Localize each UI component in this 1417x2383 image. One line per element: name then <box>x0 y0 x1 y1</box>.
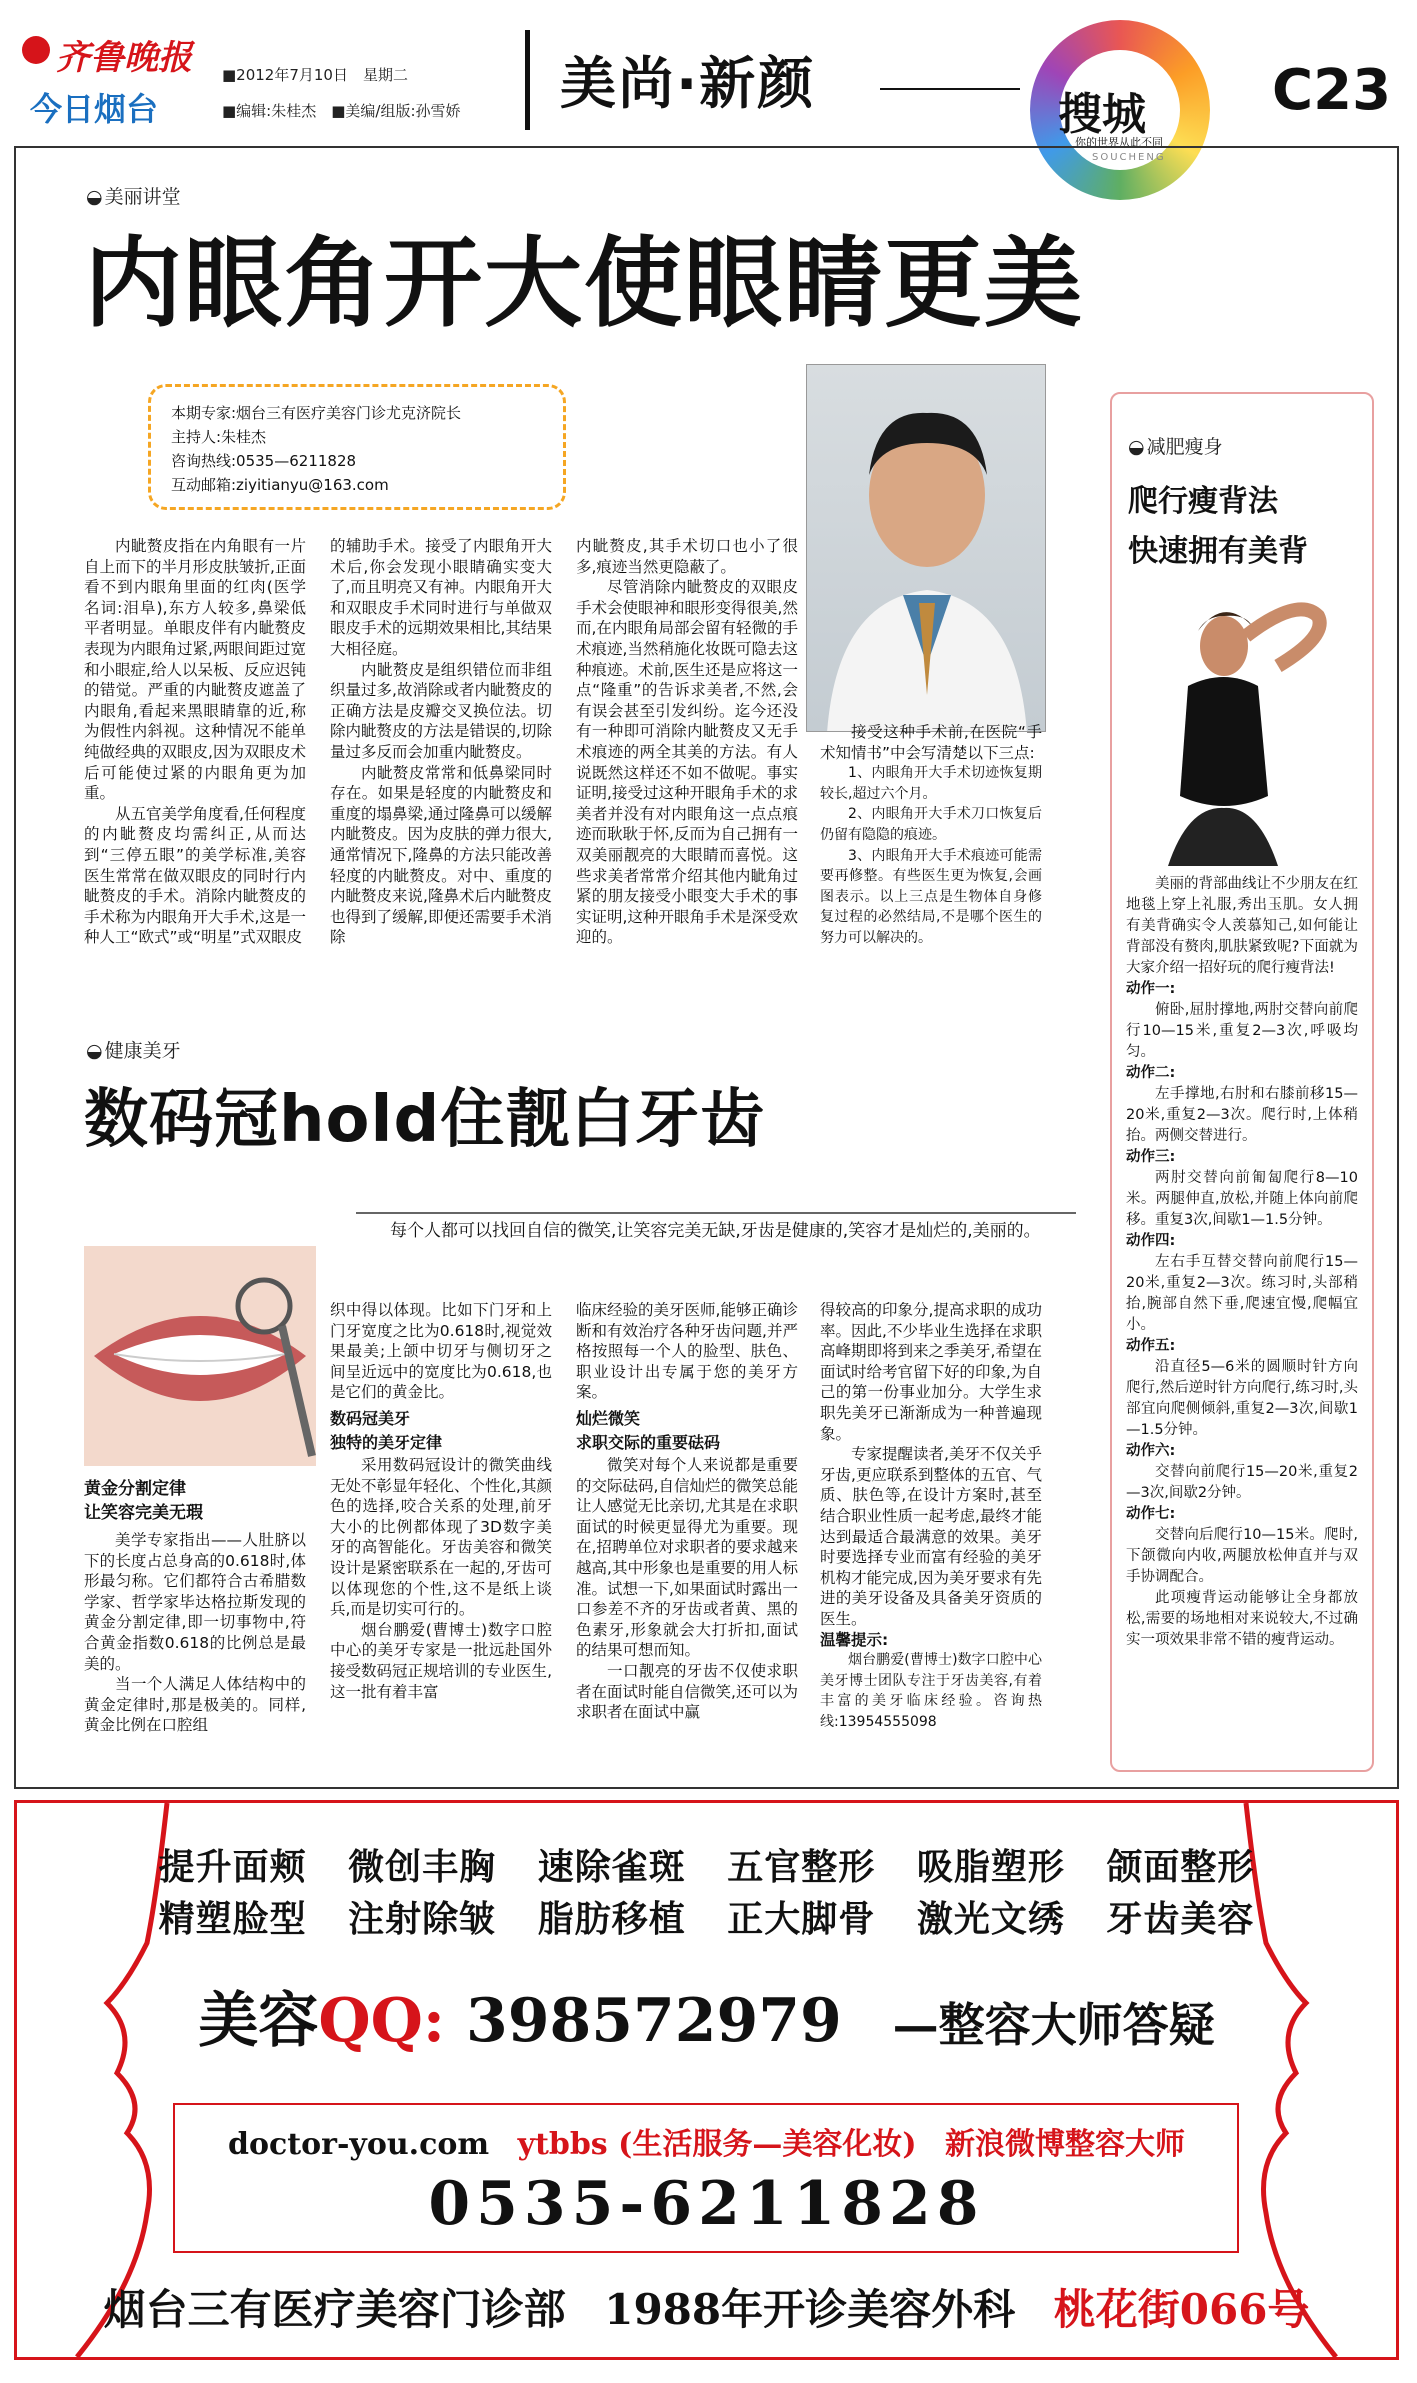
paragraph: 织中得以体现。比如下门牙和上门牙宽度之比为0.618时,视觉效果最美;上颌中切牙与侧切牙之间呈近远中的宽度比为0.618,也是它们的黄金比。 <box>330 1301 552 1402</box>
host-line: 主持人:朱桂杰 <box>171 428 267 446</box>
paragraph: 从五官美学角度看,任何程度的内眦赘皮均需纠正,从而达到“三停五眼”的美学标准,美容医生常常在做双眼皮的同时行内眦赘皮的手术。消除内眦赘皮的手术称为内眼角开大手术,这是一种人工“欧式”或“明星”式双眼皮 <box>84 804 306 947</box>
step-label: 动作六: <box>1126 1443 1176 1459</box>
page-number: C23 <box>1272 58 1392 123</box>
step-label: 动作五: <box>1126 1338 1176 1354</box>
ad-box <box>14 1800 1399 2360</box>
brand-slogan: 你的世界从此不同 <box>1075 136 1163 149</box>
paper-name: 齐鲁晚报 <box>56 38 192 78</box>
article2-title: 数码冠hold住靓白牙齿 <box>84 1083 766 1157</box>
paragraph: 美学专家指出——人肚脐以下的长度占总身高的0.618时,体形最匀称。它们都符合古希腊数学家、哲学家毕达格拉斯发现的黄金分割定律,即一切事物中,符合黄金指数0.618的比例总是最美的。 <box>84 1531 306 1673</box>
ytbbs: ytbbs (生活服务—美容化妆) <box>517 2127 917 2162</box>
paper-logo-icon <box>22 36 50 64</box>
doctor-photo <box>806 364 1046 732</box>
paragraph: 美丽的背部曲线让不少朋友在红地毯上穿上礼服,秀出玉肌。女人拥有美背确实令人羡慕知己,如何能让背部没有赘肉,肌肤紧致呢?下面就为大家介绍一招好玩的爬行瘦背法! <box>1126 876 1358 976</box>
clinic-line <box>17 2277 1396 2337</box>
clinic-address: 桃花街066号 <box>1053 2285 1310 2334</box>
edition-label: 今日烟台 <box>30 90 159 128</box>
qq-number: 398572979 <box>465 1986 842 2056</box>
editors-line: ■编辑:朱桂杰 ■美编/组版:孙雪娇 <box>222 102 461 120</box>
service-item: 五官整形 <box>727 1846 876 1888</box>
hotline-line: 咨询热线:0535—6211828 <box>171 452 357 470</box>
article1-col4 <box>820 722 1042 949</box>
paragraph: 的辅助手术。接受了内眼角开大术后,你会发现小眼睛确实变大了,而且明亮又有神。内眼角开大和双眼皮手术同时进行与单做双眼皮手术的远期效果相比,其结果大相径庭。 <box>330 537 552 658</box>
dancer-photo <box>1128 576 1358 866</box>
paragraph: 专家提醒读者,美牙不仅关乎牙齿,更应联系到整体的五官、气质、肤色等,在设计方案时,甚至结合职业性质一起考虑,最终才能达到最适合最满意的效果。美牙时要选择专业而富有经验的美牙机构才能完成,因为美牙要求有先进的美牙设备及具备美牙资质的医生。 <box>820 1445 1042 1628</box>
qq-line <box>17 1973 1396 2059</box>
ad-phone: 0535-6211828 <box>428 2169 985 2239</box>
doctor-illustration <box>807 365 1046 732</box>
sidebar-title-1: 爬行瘦背法 <box>1128 484 1278 519</box>
qq-tag: QQ: <box>318 1986 446 2056</box>
paragraph: 内眦赘皮是组织错位而非组织量过多,故消除或者内眦赘皮的正确方法是皮瓣交叉换位法。切除内眦赘皮的方法是错误的,切除量过多反而会加重内眦赘皮。 <box>330 660 552 761</box>
article2-col4 <box>820 1300 1042 1732</box>
smile-illustration <box>84 1246 316 1466</box>
service-item: 提升面颊 <box>158 1846 307 1888</box>
section-title: 美尚·新颜 <box>560 52 816 117</box>
paragraph: 当一个人满足人体结构中的黄金定律时,那是极美的。同样,黄金比例在口腔组 <box>84 1675 306 1735</box>
brand-en: SOUCHENG <box>1092 152 1166 163</box>
list-item: 3、内眼角开大手术痕迹可能需要再修整。有些医生更为恢复,会画图表示。以上三点是生物体自身修复过程的必然结局,不是哪个医生的努力可以解决的。 <box>820 847 1042 946</box>
paragraph: 一口靓亮的牙齿不仅使求职者在面试时能自信微笑,还可以为求职者在面试中赢 <box>576 1661 798 1722</box>
service-item: 注射除皱 <box>348 1898 497 1940</box>
dancer-illustration <box>1128 576 1358 866</box>
list-item: 2、内眼角开大手术刀口恢复后仍留有隐隐的痕迹。 <box>820 806 1042 843</box>
qq-suffix: —整容大师答疑 <box>892 1998 1215 2052</box>
service-item: 激光文绣 <box>916 1898 1065 1940</box>
list-item: 1、内眼角开大手术切迹恢复期较长,超过六个月。 <box>820 765 1042 802</box>
email-line: 互动邮箱:ziyitianyu@163.com <box>171 476 389 494</box>
clinic-name: 烟台三有医疗美容门诊部 <box>103 2285 566 2334</box>
services-row-1 <box>17 1839 1396 1890</box>
lead-rule <box>356 1212 1076 1214</box>
article1-col3 <box>576 536 798 948</box>
paragraph: 微笑对每个人来说都是重要的交际砝码,自信灿烂的微笑总能让人感觉无比亲切,尤其是在求职面试的时候更显得尤为重要。现在,招聘单位对求职者的要求越来越高,其中形象也是重要的用人标准。试想一下,如果面试时露出一口参差不齐的牙齿或者黄、黑的色素牙,形象就会大打折扣,面试的结果可想而知。 <box>576 1455 798 1660</box>
section-label-slim: ◒ 减肥瘦身 <box>1128 432 1223 459</box>
step-label: 动作一: <box>1126 981 1176 997</box>
website: doctor-you.com <box>228 2127 490 2162</box>
step-text: 沿直径5—6米的圆顺时针方向爬行,然后逆时针方向爬行,练习时,头部宜向爬侧倾斜,重复2—3次,间歇1—1.5分钟。 <box>1126 1359 1358 1438</box>
subhead-golden-2: 让笑容完美无瑕 <box>84 1503 203 1523</box>
paragraph: 接受这种手术前,在医院“手术知情书”中会写清楚以下三点: <box>820 723 1042 762</box>
article2-lead: 每个人都可以找回自信的微笑,让笑容完美无缺,牙齿是健康的,笑容才是灿烂的,美丽的。 <box>390 1221 1041 1241</box>
service-item: 吸脂塑形 <box>916 1846 1065 1888</box>
paragraph: 得较高的印象分,提高求职的成功率。因此,不少毕业生选择在求职高峰期即将到来之季美牙,希望在面试时给考官留下好的印象,为自己的第一份事业加分。大学生求职先美牙已渐渐成为一种普遍现象。 <box>820 1301 1042 1443</box>
weibo: 新浪微博整容大师 <box>944 2127 1185 2162</box>
expert-line: 本期专家:烟台三有医疗美容门诊尤克济院长 <box>171 404 462 422</box>
brand-name: 搜城 <box>1058 89 1146 140</box>
step-label: 动作三: <box>1126 1149 1176 1165</box>
service-item: 微创丰胸 <box>348 1846 497 1888</box>
step-label: 动作七: <box>1126 1506 1176 1522</box>
step-label: 动作二: <box>1126 1065 1176 1081</box>
issue-date: ■2012年7月10日 星期二 <box>222 66 408 84</box>
expert-info-box <box>148 384 566 510</box>
step-text: 两肘交替向前匍匐爬行8—10米。两腿伸直,放松,并随上体向前爬移。重复3次,间歇1—1.5分钟。 <box>1126 1170 1358 1228</box>
step-text: 交替向后爬行10—15米。爬时,下颌微向内收,两腿放松伸直并与双手协调配合。 <box>1126 1527 1358 1585</box>
step-text: 左手撑地,右肘和右膝前移15—20米,重复2—3次。爬行时,上体稍抬。两侧交替进行。 <box>1126 1086 1358 1144</box>
qq-label: 美容 <box>198 1986 319 2056</box>
smile-photo <box>84 1246 316 1466</box>
web-line <box>17 2119 1396 2163</box>
services-row-2 <box>17 1891 1396 1942</box>
subhead-golden-1: 黄金分割定律 <box>84 1479 186 1499</box>
article1-col1 <box>84 536 306 948</box>
step-text: 交替向前爬行15—20米,重复2—3次,间歇2分钟。 <box>1126 1464 1358 1501</box>
sidebar-title-2: 快速拥有美背 <box>1128 534 1308 569</box>
sidebar-body <box>1126 874 1358 1651</box>
step-text: 左右手互替交替向前爬行15—20米,重复2—3次。练习时,头部稍抬,腕部自然下垂,爬速宜慢,爬幅宜小。 <box>1126 1254 1358 1333</box>
subhead-smile-2: 求职交际的重要砝码 <box>576 1432 721 1452</box>
tip-label: 温馨提示: <box>820 1630 889 1649</box>
step-text: 俯卧,屈肘撑地,两肘交替向前爬行10—15米,重复2—3次,呼吸均匀。 <box>1126 1002 1358 1060</box>
service-item: 牙齿美容 <box>1106 1898 1255 1940</box>
tip-text: 烟台鹏爱(曹博士)数字口腔中心美牙博士团队专注于牙齿美容,有着丰富的美牙临床经验。咨询热线:13954555098 <box>820 1652 1042 1730</box>
section-label-teeth: ◒ 健康美牙 <box>86 1036 181 1063</box>
service-item: 正大脚骨 <box>727 1898 876 1940</box>
section-label-beauty: ◒ 美丽讲堂 <box>86 182 181 209</box>
service-item: 颌面整形 <box>1106 1846 1255 1888</box>
paragraph: 烟台鹏爱(曹博士)数字口腔中心的美牙专家是一批远赴国外接受数码冠正规培训的专业医生,这一批有着丰富 <box>330 1620 552 1701</box>
article2-col3 <box>576 1300 798 1723</box>
article1-col2 <box>330 536 552 948</box>
paragraph: 此项瘦背运动能够让全身都放松,需要的场地相对来说较大,不过确实一项效果非常不错的瘦背运动。 <box>1126 1590 1358 1648</box>
service-item: 速除雀斑 <box>537 1846 686 1888</box>
masthead <box>0 0 1417 163</box>
subhead-digital-1: 数码冠美牙 <box>330 1408 411 1428</box>
service-item: 精塑脸型 <box>158 1898 307 1940</box>
paragraph: 临床经验的美牙医师,能够正确诊断和有效治疗各种牙齿问题,并严格按照每一个人的脸型、肤色、职业设计出专属于您的美牙方案。 <box>576 1301 798 1402</box>
article2-col2 <box>330 1300 552 1702</box>
header-rule <box>880 88 1020 90</box>
paragraph: 采用数码冠设计的微笑曲线无处不彰显年轻化、个性化,其颜色的选择,咬合关系的处理,前牙大小的比例都体现了3D数字美牙的高智能化。牙齿美容和微笑设计是紧密联系在一起的,牙齿可以体现您的个性,这不是纸上谈兵,而是切实可行的。 <box>330 1455 552 1619</box>
paragraph: 内眦赘皮指在内角眼有一片自上而下的半月形皮肤皱折,正面看不到内眼角里面的红肉(医学名词:泪阜),东方人较多,鼻梁低平者明显。单眼皮伴有内眦赘皮表现为内眼角过紧,两眼间距过宽和小眼症,给人以呆板、反应迟钝的错觉。严重的内眦赘皮遮盖了内眼角,看起来黑眼睛靠的近,称为假性内斜视。这种情况不能单纯做经典的双眼皮,因为双眼皮术后可能使过紧的内眼角更为加重。 <box>84 537 306 803</box>
article1-title: 内眼角开大使眼睛更美 <box>84 227 1085 341</box>
subhead-digital-2: 独特的美牙定律 <box>330 1432 443 1452</box>
service-item: 脂肪移植 <box>537 1898 686 1940</box>
paragraph: 内眦赘皮,其手术切口也小了很多,痕迹当然更隐蔽了。 <box>576 537 798 576</box>
paragraph: 尽管消除内眦赘皮的双眼皮手术会使眼神和眼形变得很美,然而,在内眼角局部会留有轻微的手术痕迹,当然稍施化妆既可隐去这种痕迹。术前,医生还是应将这一点“隆重”的告诉求美者,不然,会有误会甚至引发纠纷。迄今还没有一种即可消除内眦赘皮又无手术痕迹的两全其美的方法。有人说既然这样还不如不做呢。事实证明,接受过这种开眼角手术的求美者并没有对内眼角这一点点痕迹而耿耿于怀,反而为自己拥有一双美丽靓亮的大眼睛而喜悦。这些求美者常常介绍其他内眦角过紧的朋友接受小眼变大手术的事实证明,这种开眼角手术是深受欢迎的。 <box>576 578 798 947</box>
step-label: 动作四: <box>1126 1233 1176 1249</box>
header-divider <box>525 30 530 130</box>
clinic-since: 1988年开诊美容外科 <box>604 2285 1016 2334</box>
article2-col1 <box>84 1530 306 1736</box>
subhead-smile-1: 灿烂微笑 <box>576 1408 641 1428</box>
paragraph: 内眦赘皮常常和低鼻梁同时存在。如果是轻度的内眦赘皮和重度的塌鼻梁,通过隆鼻可以缓解内眦赘皮。因为皮肤的弹力很大,通常情况下,隆鼻的方法只能改善轻度的内眦赘皮。对中、重度的内眦赘皮来说,隆鼻术后内眦赘皮也得到了缓解,即便还需要手术消除 <box>330 763 552 947</box>
